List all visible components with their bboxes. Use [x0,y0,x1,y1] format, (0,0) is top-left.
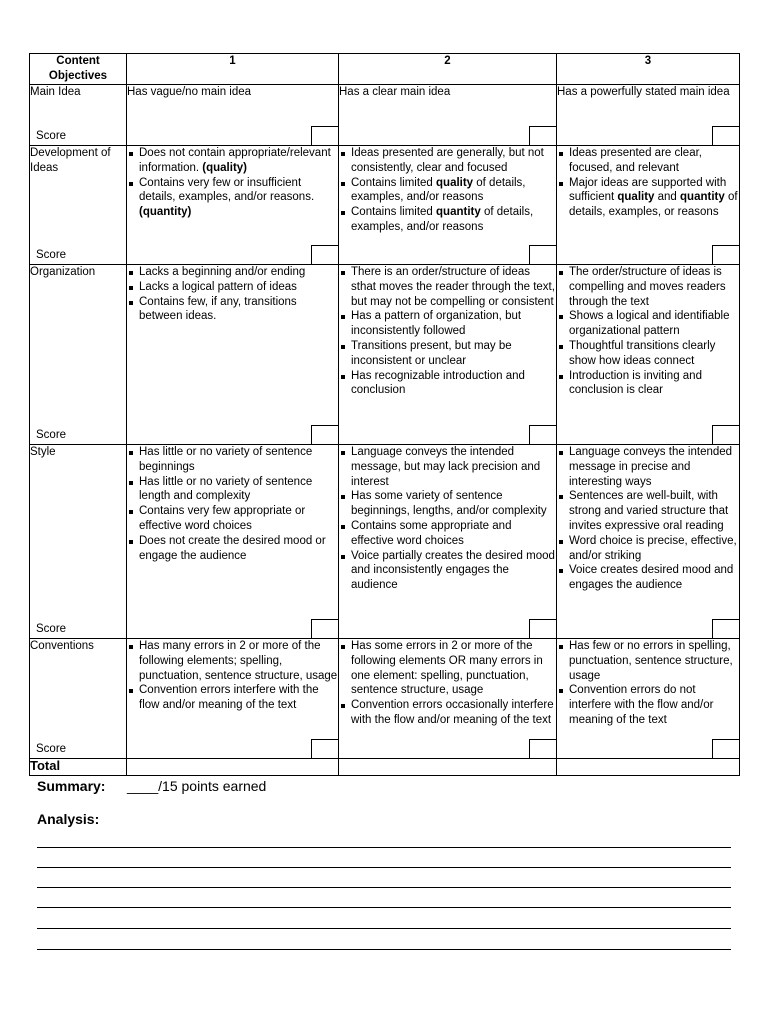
row-main-idea [30,85,740,146]
header-content-objectives: Content Objectives [30,54,127,85]
criteria-item: Transitions present, but may be inconsistent or unclear [339,339,556,369]
row-label: Style [30,446,56,458]
criteria-item: Introduction is inviting and conclusion is clear [557,369,739,399]
criteria-item: Voice creates desired mood and engages the audience [557,563,739,593]
criteria-item: Has some variety of sentence beginnings, lengths, and/or complexity [339,489,556,519]
criteria-item: Lacks a beginning and/or ending [127,265,338,280]
header-score-3: 3 [557,54,740,85]
criteria-item: Thoughtful transitions clearly show how ideas connect [557,339,739,369]
criteria-list [557,265,739,398]
criteria-item: Contains some appropriate and effective word choices [339,519,556,549]
score-box[interactable] [529,425,556,444]
criteria-list [557,146,739,220]
score-label: Score [36,249,67,262]
criteria-item: Voice partially creates the desired mood and inconsistently engages the audience [339,549,556,593]
summary [37,778,266,794]
row-label-cell [30,445,127,639]
header-row [30,54,740,85]
score-box[interactable] [311,739,338,758]
criteria-cell [127,445,339,639]
score-box[interactable] [712,739,739,758]
criteria-list [339,265,556,398]
criteria-cell [127,265,339,445]
total-cell-3[interactable] [557,759,740,776]
criteria-list [339,146,556,235]
criteria-item: Has little or no variety of sentence length and complexity [127,475,338,505]
criteria-item: Sentences are well-built, with strong and varied structure that invites expressive oral reading [557,489,739,533]
criteria-item: Lacks a logical pattern of ideas [127,280,338,295]
criteria-item: Has recognizable introduction and conclusion [339,369,556,399]
criteria-item: There is an order/structure of ideas sthat moves the reader through the text, but may not be compelling or consistent [339,265,556,309]
score-box[interactable] [529,245,556,264]
criteria-item: Has some errors in 2 or more of the following elements OR many errors in one element: spelling, punctuation, sentence structure, usage [339,639,556,698]
criteria-list [127,146,338,220]
score-box[interactable] [311,619,338,638]
criteria-item: Has few or no errors in spelling, punctuation, sentence structure, usage [557,639,739,683]
row-label: Development of Ideas [30,147,111,174]
criteria-item: Word choice is precise, effective, and/or striking [557,534,739,564]
analysis-label: Analysis: [37,811,100,827]
criteria-item: The order/structure of ideas is compelling and moves readers through the text [557,265,739,309]
criteria-cell [557,639,740,759]
criteria-list [339,445,556,593]
criteria-text: Has a powerfully stated main idea [557,86,730,98]
summary-label: Summary: [37,778,106,794]
analysis-line[interactable] [37,928,731,929]
criteria-item: Major ideas are supported with sufficient quality and quantity of details, examples, or reasons [557,176,739,220]
criteria-item: Does not contain appropriate/relevant information. (quality) [127,146,338,176]
criteria-cell [557,85,740,146]
row-label: Main Idea [30,86,81,98]
criteria-item: Language conveys the intended message, but may lack precision and interest [339,445,556,489]
criteria-item: Contains very few appropriate or effective word choices [127,504,338,534]
criteria-item: Shows a logical and identifiable organizational pattern [557,309,739,339]
criteria-cell [339,265,557,445]
total-cell-2[interactable] [339,759,557,776]
score-box[interactable] [712,619,739,638]
total-cell-1[interactable] [127,759,339,776]
criteria-item: Contains very few or insufficient details, examples, and/or reasons. (quantity) [127,176,338,220]
criteria-item: Has many errors in 2 or more of the following elements; spelling, punctuation, sentence structure, usage [127,639,338,683]
score-label: Score [36,623,67,636]
score-box[interactable] [311,126,338,145]
criteria-list [127,265,338,324]
row-label-cell [30,85,127,146]
criteria-item: Convention errors occasionally interfere with the flow and/or meaning of the text [339,698,556,728]
criteria-cell [127,639,339,759]
criteria-item: Contains limited quality of details, examples, and/or reasons [339,176,556,206]
score-box[interactable] [712,126,739,145]
criteria-cell [339,639,557,759]
criteria-list [557,445,739,593]
header-score-2: 2 [339,54,557,85]
score-label: Score [36,429,67,442]
row-organization [30,265,740,445]
criteria-item: Contains limited quantity of details, examples, and/or reasons [339,205,556,235]
row-total [30,759,740,776]
row-label: Conventions [30,640,94,652]
score-box[interactable] [311,245,338,264]
total-label: Total [30,759,127,776]
criteria-cell [339,146,557,265]
criteria-list [339,639,556,728]
criteria-item: Ideas presented are generally, but not consistently, clear and focused [339,146,556,176]
row-style [30,445,740,639]
analysis-line[interactable] [37,907,731,908]
criteria-item: Contains few, if any, transitions between ideas. [127,295,338,325]
criteria-item: Ideas presented are clear, focused, and relevant [557,146,739,176]
score-box[interactable] [529,739,556,758]
row-label: Organization [30,266,96,278]
score-box[interactable] [712,425,739,444]
row-development-of-ideas [30,146,740,265]
criteria-list [127,639,338,713]
header-score-1: 1 [127,54,339,85]
rubric-table [29,53,740,776]
row-label-cell [30,639,127,759]
score-box[interactable] [712,245,739,264]
row-conventions [30,639,740,759]
analysis-line[interactable] [37,949,731,950]
criteria-text: Has a clear main idea [339,86,451,98]
criteria-cell [557,146,740,265]
summary-points[interactable]: ____/15 points earned [127,778,267,794]
criteria-item: Does not create the desired mood or engage the audience [127,534,338,564]
criteria-cell [127,85,339,146]
row-label-cell [30,146,127,265]
analysis-line[interactable] [37,847,731,848]
criteria-item: Has little or no variety of sentence beginnings [127,445,338,475]
score-box[interactable] [311,425,338,444]
criteria-cell [339,445,557,639]
criteria-cell [557,445,740,639]
criteria-item: Language conveys the intended message in precise and interesting ways [557,445,739,489]
criteria-text: Has vague/no main idea [127,86,252,98]
score-box[interactable] [529,126,556,145]
criteria-item: Convention errors do not interfere with the flow and/or meaning of the text [557,683,739,727]
row-label-cell [30,265,127,445]
criteria-item: Has a pattern of organization, but inconsistently followed [339,309,556,339]
criteria-list [557,639,739,728]
criteria-item: Convention errors interfere with the flow and/or meaning of the text [127,683,338,713]
score-box[interactable] [529,619,556,638]
score-label: Score [36,130,67,143]
analysis-line[interactable] [37,867,731,868]
score-label: Score [36,743,67,756]
criteria-cell [339,85,557,146]
criteria-cell [127,146,339,265]
analysis-line[interactable] [37,887,731,888]
criteria-list [127,445,338,563]
criteria-cell [557,265,740,445]
